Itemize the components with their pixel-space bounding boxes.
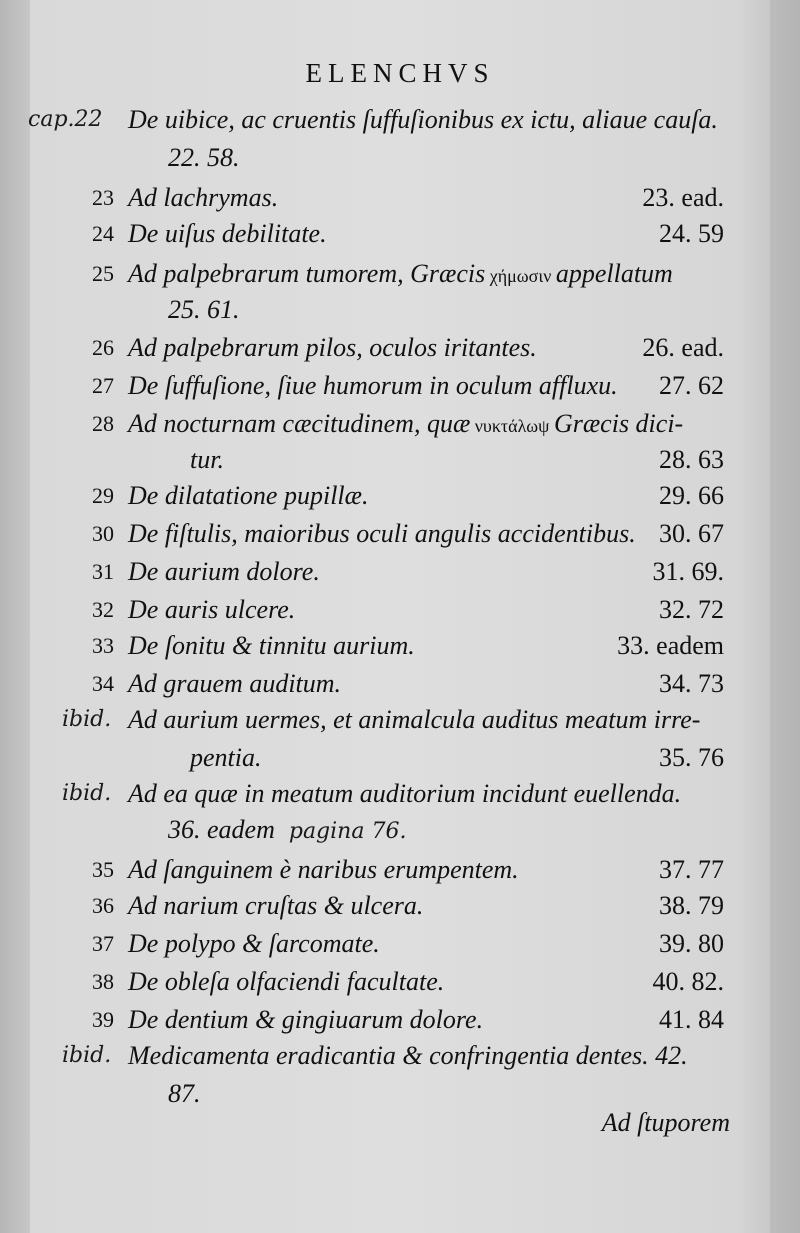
index-entry — [0, 440, 800, 480]
index-entry — [0, 290, 800, 330]
entry-number: cap.22 — [28, 107, 103, 132]
entry-text: De uiſus debilitate. — [128, 219, 327, 248]
page-reference: 38. 79 — [659, 891, 724, 920]
entry-text: pentia. — [190, 743, 262, 772]
index-entry — [0, 850, 800, 890]
entry-number: 33 — [92, 633, 114, 658]
entry-title — [128, 774, 681, 814]
entry-text: De ſonitu & tinnitu aurium. — [128, 631, 415, 660]
entry-number: ibid. — [62, 1043, 112, 1068]
entry-text: De polypo & ſarcomate. — [128, 929, 380, 958]
index-entry — [0, 552, 800, 592]
index-entry — [0, 254, 800, 294]
index-entry — [0, 924, 800, 964]
index-entry — [0, 886, 800, 926]
entry-number: ibid. — [62, 707, 112, 732]
index-entry — [0, 138, 800, 178]
entry-title — [128, 886, 423, 926]
entry-title — [128, 1036, 688, 1076]
entry-title — [128, 366, 618, 406]
entry-number: 38 — [92, 969, 114, 994]
entry-title — [168, 810, 406, 852]
entry-text: Ad ea quæ in meatum auditorium incidunt euellenda. — [128, 779, 682, 808]
index-entry — [0, 214, 800, 254]
page-reference: 26. ead. — [642, 333, 724, 362]
entry-number: 27 — [92, 373, 114, 398]
entry-number: ibid. — [62, 781, 112, 806]
entry-number: 32 — [92, 597, 114, 622]
entry-title — [128, 476, 369, 516]
entry-title — [168, 1074, 201, 1114]
entry-text: De dentium & gingiuarum dolore. — [128, 1005, 484, 1034]
entry-number: 23 — [92, 185, 114, 210]
page-reference: 39. 80 — [659, 929, 724, 958]
entry-text: De dilatatione pupillæ. — [128, 481, 369, 510]
entry-title — [128, 178, 278, 218]
entry-title — [128, 700, 700, 740]
entry-number: 34 — [92, 671, 114, 696]
entry-title — [168, 290, 240, 330]
entry-number: 35 — [92, 857, 114, 882]
page-reference: 33. eadem — [617, 631, 724, 660]
index-entry — [0, 404, 800, 444]
entry-title — [128, 100, 718, 140]
index-entry — [0, 664, 800, 704]
entry-text: Ad aurium uermes, et animalcula auditus meatum irre- — [128, 705, 701, 734]
entry-text: Ad lachrymas. — [128, 183, 279, 212]
entry-text: De uibice, ac cruentis ſuffuſionibus ex ictu, aliaue cauſa. — [128, 105, 718, 134]
index-entry — [0, 366, 800, 406]
entry-title — [128, 552, 320, 592]
index-entry — [0, 626, 800, 666]
entry-number: 28 — [92, 411, 114, 436]
index-entry — [0, 100, 800, 140]
index-entry — [0, 328, 800, 368]
page-reference: 41. 84 — [659, 1005, 724, 1034]
entry-title — [128, 924, 380, 964]
entry-number: 30 — [92, 521, 114, 546]
index-entry — [0, 1036, 800, 1076]
entry-title — [128, 962, 444, 1002]
entry-text: 25. 61. — [168, 295, 240, 324]
page-reference: 32. 72 — [659, 595, 724, 624]
entry-text: De fiſtulis, maioribus oculi angulis accidentibus. — [128, 519, 636, 548]
page-reference: 27. 62 — [659, 371, 724, 400]
greek-term: νυκτάλωψ — [470, 416, 554, 436]
entry-title — [128, 328, 537, 368]
index-entry — [0, 1000, 800, 1040]
index-entry — [0, 514, 800, 554]
entry-title — [128, 850, 519, 890]
entry-text: Ad palpebrarum pilos, oculos iritantes. — [128, 333, 537, 362]
page-reference: 24. 59 — [659, 219, 724, 248]
handwritten-note: pagina 76. — [288, 819, 407, 844]
catchword: Ad ſtuporem — [601, 1108, 730, 1137]
entry-text-continued: appellatum — [555, 259, 673, 288]
entry-number: 26 — [92, 335, 114, 360]
entry-title — [128, 626, 415, 666]
index-entry — [0, 476, 800, 516]
entry-text: De auris ulcere. — [128, 595, 296, 624]
index-entry — [0, 178, 800, 218]
greek-term: χήμωσιν — [485, 266, 556, 286]
page-reference: 37. 77 — [659, 855, 724, 884]
entry-text: Ad grauem auditum. — [128, 669, 342, 698]
page-reference: 29. 66 — [659, 481, 724, 510]
entry-title — [190, 738, 262, 778]
entry-title — [128, 1000, 483, 1040]
entry-text: 22. 58. — [168, 143, 240, 172]
entry-number: 24 — [92, 221, 114, 246]
entry-text: Ad palpebrarum tumorem, Græcis — [128, 259, 486, 288]
page-reference: 34. 73 — [659, 669, 724, 698]
entry-text: Ad nocturnam cæcitudinem, quæ — [128, 409, 471, 438]
entry-title — [168, 138, 240, 178]
page-reference: 40. 82. — [652, 967, 724, 996]
entry-number: 29 — [92, 483, 114, 508]
page-reference: 31. 69. — [652, 557, 724, 586]
index-entry — [0, 774, 800, 814]
index-entry — [0, 700, 800, 740]
entry-number: 39 — [92, 1007, 114, 1032]
page-reference: 28. 63 — [659, 445, 724, 474]
entry-number: 31 — [92, 559, 114, 584]
page-reference: 23. ead. — [642, 183, 724, 212]
entry-text: Ad narium cruſtas & ulcera. — [128, 891, 424, 920]
entry-text: De ſuffuſione, ſiue humorum in oculum affluxu. — [128, 371, 618, 400]
index-entry — [0, 590, 800, 630]
entry-text: 87. — [168, 1079, 201, 1108]
page-reference: 30. 67 — [659, 519, 724, 548]
page-reference: 35. 76 — [659, 743, 724, 772]
entry-text: Medicamenta eradicantia & confringentia dentes. 42. — [128, 1041, 688, 1070]
entry-title — [190, 440, 224, 480]
entry-number: 36 — [92, 893, 114, 918]
entry-number: 25 — [92, 261, 114, 286]
entry-text: tur. — [190, 445, 224, 474]
entry-title — [128, 664, 341, 704]
entry-title — [128, 214, 327, 254]
entry-text-continued: Græcis dici- — [553, 409, 684, 438]
entry-title — [128, 590, 295, 630]
entry-text: De obleſa olfaciendi facultate. — [128, 967, 445, 996]
index-entry — [0, 962, 800, 1002]
entry-text: 36. eadem — [168, 815, 275, 844]
entry-number: 37 — [92, 931, 114, 956]
entry-text: Ad ſanguinem è naribus erumpentem. — [128, 855, 519, 884]
running-header: ELENCHVS — [305, 58, 495, 88]
index-entry — [0, 810, 800, 850]
entry-title — [128, 514, 636, 554]
index-entry — [0, 738, 800, 778]
entry-text: De aurium dolore. — [128, 557, 320, 586]
